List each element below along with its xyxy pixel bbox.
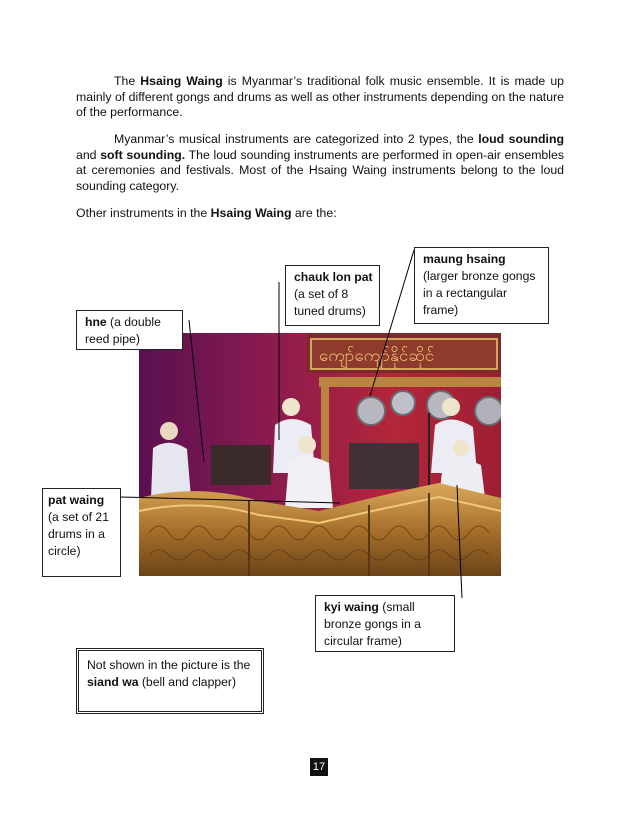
pointer-hne bbox=[189, 320, 204, 462]
text: are the: bbox=[291, 206, 337, 220]
text: The bbox=[114, 74, 141, 88]
term-kyi-waing: kyi waing bbox=[324, 600, 379, 614]
term-hne: hne bbox=[85, 315, 107, 329]
text: Other instruments in the bbox=[76, 206, 211, 220]
desc-pat-waing: (a set of 21 drums in a circle) bbox=[48, 510, 109, 558]
pointer-pat-waing bbox=[121, 497, 340, 503]
text: and bbox=[76, 147, 101, 162]
desc-maung-hsaing: (larger bronze gongs in a rectangular frame) bbox=[423, 269, 536, 317]
term-pat-waing: pat waing bbox=[48, 493, 105, 507]
pointer-kyi-waing bbox=[457, 485, 462, 598]
desc-hne: (a double reed pipe) bbox=[85, 315, 161, 346]
term-loud-sounding: loud sounding bbox=[478, 132, 564, 146]
callout-pat-waing bbox=[42, 488, 121, 577]
text: is Myanmar’s traditional folk music ensemble. It is made up mainly of different gongs and drums as well as other instruments depending on the nature of the performance. bbox=[76, 74, 564, 120]
text: (bell and clapper) bbox=[138, 675, 237, 689]
term-siand-wa: siand wa bbox=[87, 675, 139, 689]
desc-chauk-lon-pat: (a set of 8 tuned drums) bbox=[294, 287, 366, 318]
term-hsaing-waing: Hsaing Waing bbox=[210, 206, 292, 220]
page-number: 17 bbox=[310, 758, 328, 776]
callout-chauk-lon-pat bbox=[285, 265, 380, 326]
text: The loud sounding instruments are performed in open-air ensembles at ceremonies and festivals. Most of the Hsaing Waing instruments belong to the loud sounding category. bbox=[76, 147, 564, 193]
term-chauk-lon-pat: chauk lon pat bbox=[294, 270, 373, 284]
callout-hne bbox=[76, 310, 183, 350]
term-maung-hsaing: maung hsaing bbox=[423, 252, 506, 266]
note-box bbox=[76, 648, 264, 714]
callout-kyi-waing bbox=[315, 595, 455, 652]
term-hsaing-waing: Hsaing Waing bbox=[140, 74, 223, 88]
desc-kyi-waing: (small bronze gongs in a circular frame) bbox=[324, 600, 421, 648]
text: Not shown in the picture is the bbox=[87, 658, 251, 672]
term-soft-sounding: soft sounding. bbox=[100, 147, 186, 162]
callout-maung-hsaing bbox=[414, 247, 549, 324]
text: Myanmar’s musical instruments are categorized into 2 types, the bbox=[114, 132, 479, 146]
banner-text: ကျော်ကျော်နိုင်ဆိုင် bbox=[319, 346, 435, 366]
